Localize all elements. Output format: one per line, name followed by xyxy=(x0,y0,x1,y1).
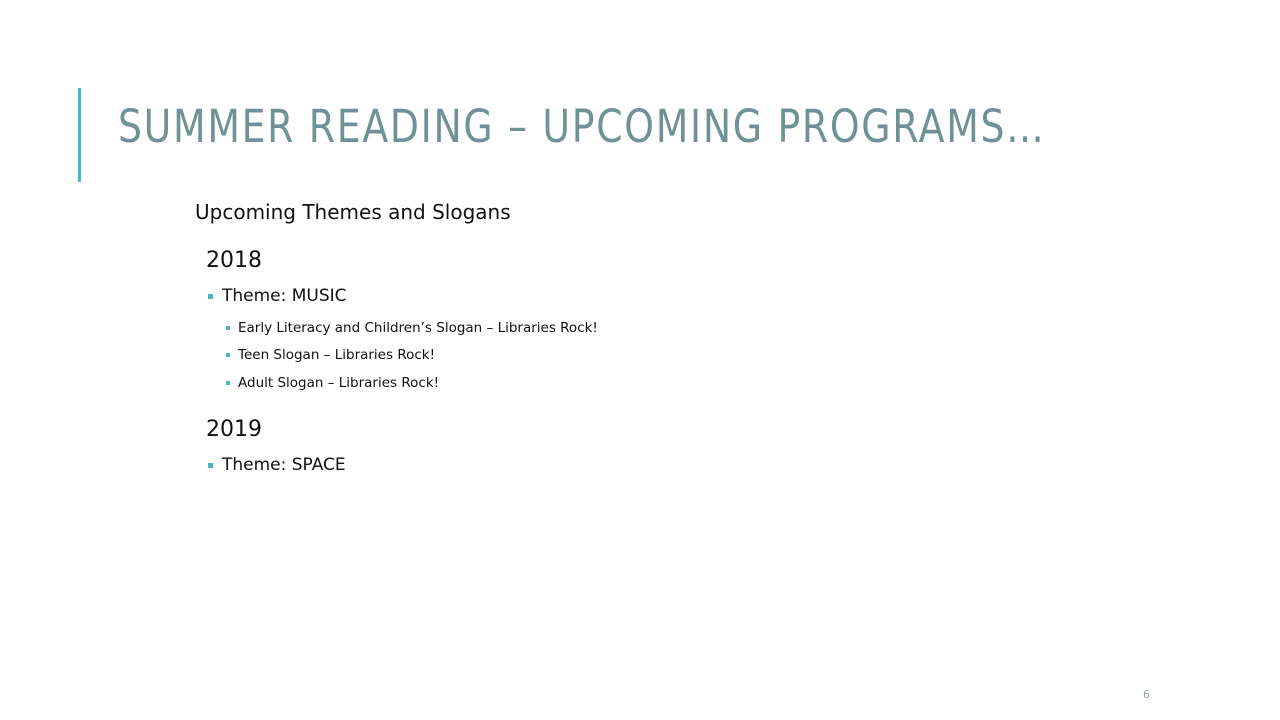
slide-title: SUMMER READING – UPCOMING PROGRAMS… xyxy=(118,100,1046,153)
slide-subtitle: Upcoming Themes and Slogans xyxy=(195,200,511,224)
theme-text: Theme: SPACE xyxy=(222,455,346,475)
square-bullet-icon xyxy=(208,294,213,299)
slogan-text: Teen Slogan – Libraries Rock! xyxy=(238,347,436,363)
square-bullet-icon xyxy=(226,381,230,385)
square-bullet-icon xyxy=(208,463,213,468)
theme-text: Theme: MUSIC xyxy=(222,286,347,306)
square-bullet-icon xyxy=(226,326,230,330)
slogan-text: Adult Slogan – Libraries Rock! xyxy=(238,375,440,391)
slogan-bullet xyxy=(226,320,598,336)
slogan-text: Early Literacy and Children’s Slogan – Libraries Rock! xyxy=(238,320,598,336)
theme-bullet-2019 xyxy=(208,455,346,475)
year-heading-2019: 2019 xyxy=(206,417,262,442)
square-bullet-icon xyxy=(226,353,230,357)
title-accent-bar xyxy=(78,88,81,182)
theme-bullet-2018 xyxy=(208,286,347,306)
slogan-bullet xyxy=(226,347,435,363)
year-heading-2018: 2018 xyxy=(206,248,262,273)
page-number: 6 xyxy=(1143,688,1150,701)
slogan-bullet xyxy=(226,375,439,391)
